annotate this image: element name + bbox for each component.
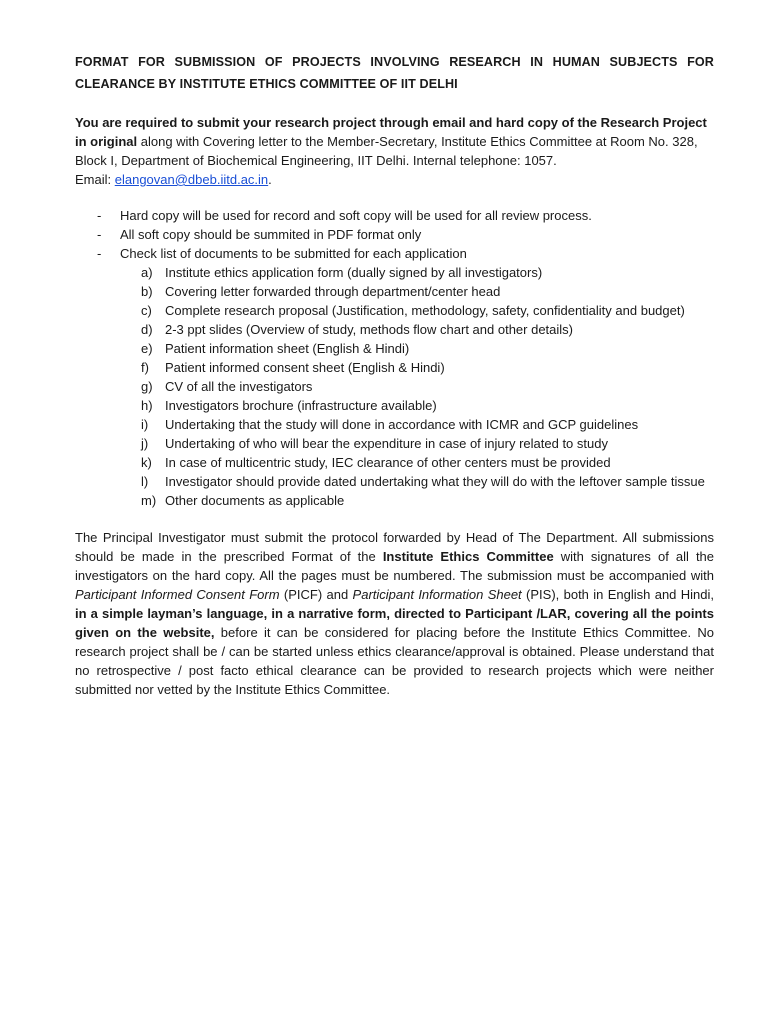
item-marker: k) — [141, 455, 152, 470]
list-item — [120, 491, 714, 510]
list-item — [120, 301, 714, 320]
item-marker: f) — [141, 360, 149, 375]
item-marker: i) — [141, 417, 149, 432]
list-item — [120, 263, 714, 282]
item-text: Investigators brochure (infrastructure available) — [165, 398, 437, 413]
item-marker: m) — [141, 493, 157, 508]
list-item — [120, 396, 714, 415]
list-item — [120, 282, 714, 301]
closing-bold-committee: Institute Ethics Committee — [382, 549, 554, 564]
instruction-list — [75, 206, 714, 263]
item-text: Institute ethics application form (dually signed by all investigators) — [165, 265, 543, 280]
email-end: . — [268, 172, 272, 187]
intro-text: along with Covering letter to the Member-Secretary, Institute Ethics Committee at Room No. 328, Block I, Department of Biochemical Engineering, IIT Delhi. Internal telephone: 1057. — [75, 134, 698, 168]
closing-italic-pis: Participant Information Sheet — [352, 587, 522, 602]
item-marker: c) — [141, 303, 152, 318]
list-item — [120, 453, 714, 472]
list-item: - Hard copy will be used for record and soft copy will be used for all review process. — [75, 206, 714, 225]
list-item — [120, 377, 714, 396]
closing-bold-language: in a simple layman’s language, in a narrative form, directed to Participant /LAR, covering all the points given on the website, — [75, 606, 714, 640]
closing-paragraph — [75, 528, 714, 699]
item-text: Complete research proposal (Justification, methodology, safety, confidentiality and budget) — [165, 303, 685, 318]
title-line-2: CLEARANCE BY INSTITUTE ETHICS COMMITTEE OF IIT DELHI — [75, 77, 458, 91]
closing-italic-picf: Participant Informed Consent Form — [75, 587, 280, 602]
checklist-heading: Check list of documents to be submitted for each application — [120, 246, 467, 261]
item-marker: a) — [141, 265, 153, 280]
item-text: Covering letter forwarded through department/center head — [165, 284, 501, 299]
email-label: Email: — [75, 172, 115, 187]
list-item — [120, 434, 714, 453]
intro-bold-text: You are required to submit your research project through email and hard copy of the Research Project in original — [75, 115, 707, 149]
item-text: Undertaking that the study will done in accordance with ICMR and GCP guidelines — [165, 417, 639, 432]
closing-text-2: with signatures of all the investigators on the hard copy. All the pages must be numbered. The submission must be accompanied with — [75, 549, 715, 583]
list-item-checklist-heading — [75, 244, 714, 263]
item-marker: j) — [141, 436, 149, 451]
item-text: Patient information sheet (English & Hindi) — [165, 341, 410, 356]
closing-text-3: (PICF) and — [279, 587, 353, 602]
item-text: Investigator should provide dated undertaking what they will do with the leftover sample tissue — [165, 474, 705, 489]
intro-paragraph — [75, 113, 714, 189]
item-text: Other documents as applicable — [165, 493, 345, 508]
item-marker: d) — [141, 322, 153, 337]
item-marker: g) — [141, 379, 153, 394]
list-item — [120, 358, 714, 377]
closing-text-4: (PIS), both in English and Hindi, — [521, 587, 714, 602]
item-marker: l) — [141, 474, 149, 489]
item-text: Patient informed consent sheet (English & Hindi) — [165, 360, 445, 375]
closing-text-5: before it can be considered for placing before the Institute Ethics Committee. No research project shall be / can be started unless ethics clearance/approval is obtained. Please understand that no retrospective / post facto ethical clearance can be provided to research projects which were neither submitted nor vetted by the Institute Ethics Committee. — [75, 625, 714, 697]
item-marker: b) — [141, 284, 153, 299]
item-text: CV of all the investigators — [165, 379, 313, 394]
email-link[interactable]: elangovan@dbeb.iitd.ac.in — [114, 172, 269, 187]
item-marker: e) — [141, 341, 153, 356]
item-marker: h) — [141, 398, 153, 413]
title-line-1: FORMAT FOR SUBMISSION OF PROJECTS INVOLVING RESEARCH IN HUMAN SUBJECTS FOR — [75, 55, 714, 69]
item-text: Undertaking of who will bear the expenditure in case of injury related to study — [165, 436, 608, 451]
document-checklist — [75, 263, 714, 510]
item-text: In case of multicentric study, IEC clearance of other centers must be provided — [165, 455, 611, 470]
list-item — [120, 415, 714, 434]
list-item — [120, 320, 714, 339]
list-item: - All soft copy should be summited in PDF format only — [75, 225, 714, 244]
closing-text-1: The Principal Investigator must submit the protocol forwarded by Head of The Department. All submissions should be made in the prescribed Format of the — [75, 530, 714, 564]
list-item — [120, 339, 714, 358]
list-item — [120, 472, 714, 491]
item-text: 2-3 ppt slides (Overview of study, methods flow chart and other details) — [165, 322, 574, 337]
document-title — [75, 51, 714, 95]
